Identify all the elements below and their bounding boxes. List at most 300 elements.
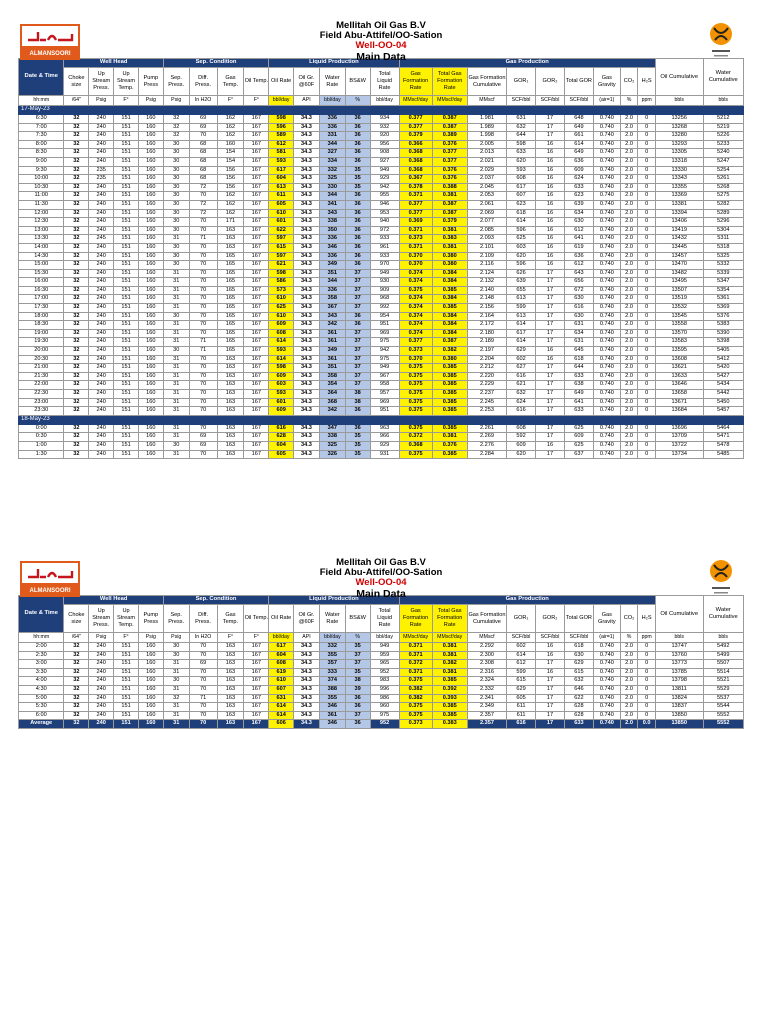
table-cell: 17 [536,312,565,321]
table-cell: 0 [638,407,656,416]
table-cell: 958 [370,381,399,390]
table-cell: 0.740 [593,226,620,235]
table-cell: 160 [138,157,163,166]
table-cell: 0 [638,643,656,652]
table-cell: 167 [244,157,269,166]
table-cell: 949 [370,364,399,373]
table-cell: 69 [189,123,217,132]
table-cell: 614 [269,703,294,712]
table-cell: 5318 [703,243,744,252]
table-cell: 2.0 [620,424,638,433]
table-row [19,200,744,209]
table-cell: 70 [189,677,217,686]
table-cell: 162 [217,115,244,124]
table-cell: 0.378 [399,183,432,192]
table-cell: 613 [507,312,536,321]
table-cell: 655 [507,286,536,295]
table-cell: 346 [319,703,345,712]
table-cell: 30 [163,347,189,356]
unit-cell: bbls [703,96,744,106]
table-cell: 2.0 [620,720,638,729]
table-cell: 2.093 [467,235,506,244]
table-cell: 2.0 [620,433,638,442]
table-cell: 617 [269,166,294,175]
table-cell: 0.740 [593,157,620,166]
table-cell: 32 [64,694,89,703]
table-cell: 614 [269,355,294,364]
table-cell: 13747 [655,643,703,652]
almansoori-logo-icon [20,24,80,60]
unit-cell: MMscf/day [432,633,467,643]
table-cell: 342 [319,407,345,416]
table-cell: 17 [536,338,565,347]
table-cell: 5537 [703,694,744,703]
table-cell: 37 [345,355,370,364]
table-cell: 13457 [655,252,703,261]
table-cell: 969 [370,329,399,338]
table-cell: 70 [189,643,217,652]
table-cell: 32 [64,643,89,652]
table-cell: 0.740 [593,192,620,201]
table-cell: 34.3 [294,372,320,381]
table-cell: 0.385 [432,398,467,407]
table-cell: 344 [319,140,345,149]
unit-cell: bbls [655,633,703,643]
table-cell: 34.3 [294,286,320,295]
table-cell: 160 [138,651,163,660]
table-cell: 32 [64,364,89,373]
table-cell: 151 [114,450,139,459]
table-cell: 609 [564,166,593,175]
table-cell: 34.3 [294,424,320,433]
table-cell: 1.989 [467,123,506,132]
table-row [19,183,744,192]
table-cell: 0.377 [399,338,432,347]
table-cell: 5507 [703,660,744,669]
table-cell: 32 [64,183,89,192]
table-cell: 0.740 [593,278,620,287]
table-cell: 0.740 [593,115,620,124]
table-cell: 167 [244,703,269,712]
table-cell: 17 [536,390,565,399]
table-cell: 2.324 [467,677,506,686]
table-cell: 167 [244,720,269,729]
table-cell: 162 [217,123,244,132]
table-cell: 602 [507,643,536,652]
table-row [19,703,744,712]
table-cell: 0.374 [399,295,432,304]
table-cell: 639 [564,200,593,209]
table-cell: 0.380 [432,252,467,261]
table-cell: 0 [638,355,656,364]
table-cell: 599 [507,668,536,677]
table-cell: 13850 [655,720,703,729]
table-cell: 338 [319,433,345,442]
table-cell: 617 [507,183,536,192]
column-label: Gas Temp. [217,605,244,633]
table-cell: 70 [189,372,217,381]
table-cell: 240 [89,424,114,433]
table-cell: 32 [64,226,89,235]
table-cell: 2.0 [620,321,638,330]
table-cell: 151 [114,312,139,321]
table-cell: 16 [536,209,565,218]
table-cell: 160 [138,252,163,261]
table-cell: 0.374 [399,321,432,330]
table-cell: 167 [244,450,269,459]
table-cell: 32 [64,450,89,459]
table-cell: 0.740 [593,252,620,261]
table-row [19,450,744,459]
table-cell: 5412 [703,355,744,364]
table-cell: 151 [114,643,139,652]
table-cell: 36 [345,149,370,158]
table-cell: 909 [370,286,399,295]
table-cell: 31 [163,329,189,338]
table-cell: 165 [217,304,244,313]
table-cell: 2.172 [467,321,506,330]
table-cell: 620 [507,157,536,166]
table-cell: 929 [370,441,399,450]
table-cell: 167 [244,183,269,192]
table-cell: 953 [370,209,399,218]
table-cell: 0.740 [593,321,620,330]
table-cell: 0.371 [399,226,432,235]
table-cell: 930 [370,278,399,287]
table-cell: 240 [89,321,114,330]
table-cell: 31 [163,407,189,416]
table-cell: 0.740 [593,381,620,390]
table-cell: 603 [269,381,294,390]
table-cell: 13696 [655,424,703,433]
table-cell: 596 [507,226,536,235]
table-cell: 358 [319,372,345,381]
table-cell: 167 [244,338,269,347]
table-cell: 16 [536,651,565,660]
table-cell: 160 [138,720,163,729]
table-cell: 35 [345,441,370,450]
table-cell: 34.3 [294,643,320,652]
table-cell: 346 [319,243,345,252]
table-cell: 167 [244,668,269,677]
table-cell: 167 [244,643,269,652]
table-cell: 609 [564,433,593,442]
table-cell: 23:00 [19,398,64,407]
table-cell: 13785 [655,668,703,677]
table-cell: 619 [564,243,593,252]
unit-cell: Psig [163,96,189,106]
unit-cell: % [620,633,638,643]
table-cell: 17 [536,381,565,390]
table-row [19,372,744,381]
table-cell: 70 [189,398,217,407]
table-cell: 165 [217,312,244,321]
table-cell: 35 [345,166,370,175]
table-cell: 3:00 [19,660,64,669]
table-cell: 954 [370,312,399,321]
table-cell: 632 [507,390,536,399]
table-cell: 13658 [655,390,703,399]
table-cell: 589 [269,132,294,141]
table-cell: 163 [217,685,244,694]
table-cell: 167 [244,355,269,364]
table-cell: 5247 [703,157,744,166]
unit-cell: SCF/bbl [507,633,536,643]
unit-cell: SCF/bbl [507,96,536,106]
table-cell: 2.229 [467,381,506,390]
table-cell: 32 [64,390,89,399]
table-cell: 13432 [655,235,703,244]
table-cell: 37 [345,278,370,287]
table-cell: 2.156 [467,304,506,313]
table-cell: 13558 [655,321,703,330]
table-cell: 34.3 [294,243,320,252]
table-cell: 0 [638,269,656,278]
table-cell: 22:00 [19,381,64,390]
table-cell: 5311 [703,235,744,244]
table-row [19,261,744,270]
table-cell: 151 [114,441,139,450]
table-cell: 17 [536,269,565,278]
field-name: Field Abu-Attifel/OO-Sation [319,567,443,578]
table-cell: 5514 [703,668,744,677]
table-cell: 632 [564,677,593,686]
table-cell: 0.381 [432,668,467,677]
table-cell: 23:30 [19,407,64,416]
table-cell: 240 [89,390,114,399]
column-label: Up Stream Press. [89,605,114,633]
table-cell: 9:00 [19,157,64,166]
table-cell: 70 [189,321,217,330]
table-cell: 2.237 [467,390,506,399]
table-cell: 13633 [655,372,703,381]
table-cell: 30 [163,252,189,261]
table-cell: 30 [163,183,189,192]
table-cell: 0 [638,286,656,295]
table-cell: 163 [217,643,244,652]
table-row [19,321,744,330]
table-cell: 70 [189,364,217,373]
table-cell: 2.0 [620,209,638,218]
table-cell: 333 [319,668,345,677]
table-cell: 0.382 [399,694,432,703]
column-label: Water Rate [319,68,345,96]
table-cell: 13709 [655,433,703,442]
table-cell: 31 [163,286,189,295]
table-cell: 622 [564,694,593,703]
table-cell: 38 [345,398,370,407]
table-cell: 17 [536,115,565,124]
table-cell: 151 [114,132,139,141]
table-cell: 0.371 [399,668,432,677]
table-cell: 154 [217,157,244,166]
table-cell: 32 [163,123,189,132]
table-cell: 5219 [703,123,744,132]
table-cell: 0.740 [593,355,620,364]
table-cell: 31 [163,364,189,373]
table-cell: 9:30 [19,166,64,175]
table-cell: 630 [564,651,593,660]
table-cell: 160 [138,703,163,712]
table-cell: 5478 [703,441,744,450]
table-cell: 240 [89,304,114,313]
table-cell: 160 [138,261,163,270]
table-cell: 167 [244,329,269,338]
table-cell: 2.0 [620,407,638,416]
table-cell: 69 [189,433,217,442]
table-cell: 0.740 [593,218,620,227]
table-cell: 0.370 [399,355,432,364]
table-row [19,381,744,390]
table-cell: 5212 [703,115,744,124]
table-cell: 961 [370,243,399,252]
group-header-g3: Gas Production [399,59,655,68]
table-cell: 30 [163,651,189,660]
table-cell: 346 [319,720,345,729]
table-cell: 151 [114,123,139,132]
table-cell: 336 [319,123,345,132]
table-cell: 0.389 [432,132,467,141]
svg-text:ALMANSOORI: ALMANSOORI [29,51,71,57]
table-cell: 151 [114,668,139,677]
table-cell: 31 [163,338,189,347]
table-cell: 70 [189,218,217,227]
table-cell: 5325 [703,252,744,261]
table-cell: 18:30 [19,321,64,330]
table-cell: 5492 [703,643,744,652]
table-cell: 593 [269,157,294,166]
table-cell: 2.021 [467,157,506,166]
column-label: Choke size [64,605,89,633]
table-cell: 34.3 [294,711,320,720]
table-cell: 156 [217,166,244,175]
table-cell: 0.368 [399,441,432,450]
table-cell: 13318 [655,157,703,166]
table-cell: 2.069 [467,209,506,218]
table-cell: 160 [138,424,163,433]
table-cell: 160 [138,226,163,235]
table-cell: 34.3 [294,338,320,347]
table-cell: 0 [638,304,656,313]
table-cell: 631 [564,321,593,330]
table-cell: 5:00 [19,694,64,703]
table-cell: 2.053 [467,192,506,201]
table-cell: 0.740 [593,304,620,313]
unit-cell: ppm [638,96,656,106]
table-cell: 35 [345,668,370,677]
table-cell: 908 [370,149,399,158]
table-cell: 649 [564,149,593,158]
table-cell: 160 [138,166,163,175]
table-cell: 2.308 [467,660,506,669]
table-cell: 160 [138,364,163,373]
table-cell: 34.3 [294,252,320,261]
table-cell: 31 [163,295,189,304]
table-cell: 30 [163,677,189,686]
table-cell: 32 [64,720,89,729]
table-row [19,660,744,669]
table-cell: 151 [114,209,139,218]
table-cell: 16 [536,355,565,364]
table-cell: 13824 [655,694,703,703]
column-label: Total GOR [564,605,593,633]
table-cell: 70 [189,192,217,201]
company-name: Mellitah Oil Gas B.V [336,20,426,31]
table-cell: 70 [189,286,217,295]
table-cell: 2.0 [620,685,638,694]
table-cell: 16 [536,218,565,227]
table-cell: 68 [189,175,217,184]
table-cell: 5361 [703,295,744,304]
table-row [19,226,744,235]
table-cell: 615 [564,668,593,677]
table-cell: 8:30 [19,149,64,158]
table-cell: 2.101 [467,243,506,252]
table-cell: 34.3 [294,355,320,364]
table-cell: 956 [370,140,399,149]
table-cell: 649 [564,390,593,399]
table-cell: 612 [507,660,536,669]
table-row [19,433,744,442]
table-cell: 633 [564,372,593,381]
table-cell: 612 [269,140,294,149]
date-separator-row [19,415,744,424]
table-cell: 31 [163,450,189,459]
table-cell: 70 [189,261,217,270]
table-cell: 620 [507,450,536,459]
column-label: Gas Formation Rate [399,68,432,96]
table-cell: 0.740 [593,183,620,192]
table-cell: 34.3 [294,329,320,338]
table-cell: 160 [138,441,163,450]
table-cell: 34.3 [294,166,320,175]
table-row [19,252,744,261]
table-cell: 160 [138,235,163,244]
table-cell: 355 [319,694,345,703]
table-cell: 0.740 [593,132,620,141]
table-cell: 617 [269,643,294,652]
table-cell: 0.381 [432,192,467,201]
table-cell: 17 [536,424,565,433]
table-cell: 69 [189,660,217,669]
table-cell: 13773 [655,660,703,669]
table-cell: 13722 [655,441,703,450]
table-cell: 30 [163,312,189,321]
table-cell: 167 [244,433,269,442]
table-cell: 0.370 [399,252,432,261]
table-cell: 34.3 [294,407,320,416]
table-cell: 361 [319,355,345,364]
table-cell: 955 [370,192,399,201]
table-cell: 616 [507,372,536,381]
table-cell: 2.357 [467,711,506,720]
table-cell: 0.740 [593,123,620,132]
table-cell: 160 [138,694,163,703]
table-cell: 37 [345,295,370,304]
table-cell: 0.375 [399,286,432,295]
table-cell: 160 [138,295,163,304]
table-cell: 2.116 [467,261,506,270]
table-cell: 151 [114,685,139,694]
table-cell: 2.245 [467,398,506,407]
table-cell: 34.3 [294,218,320,227]
table-cell: 3:30 [19,668,64,677]
column-label-row [19,68,744,96]
table-cell: 32 [64,660,89,669]
table-cell: 965 [370,660,399,669]
report-sheet-2 [18,555,744,729]
table-cell: 32 [163,132,189,141]
